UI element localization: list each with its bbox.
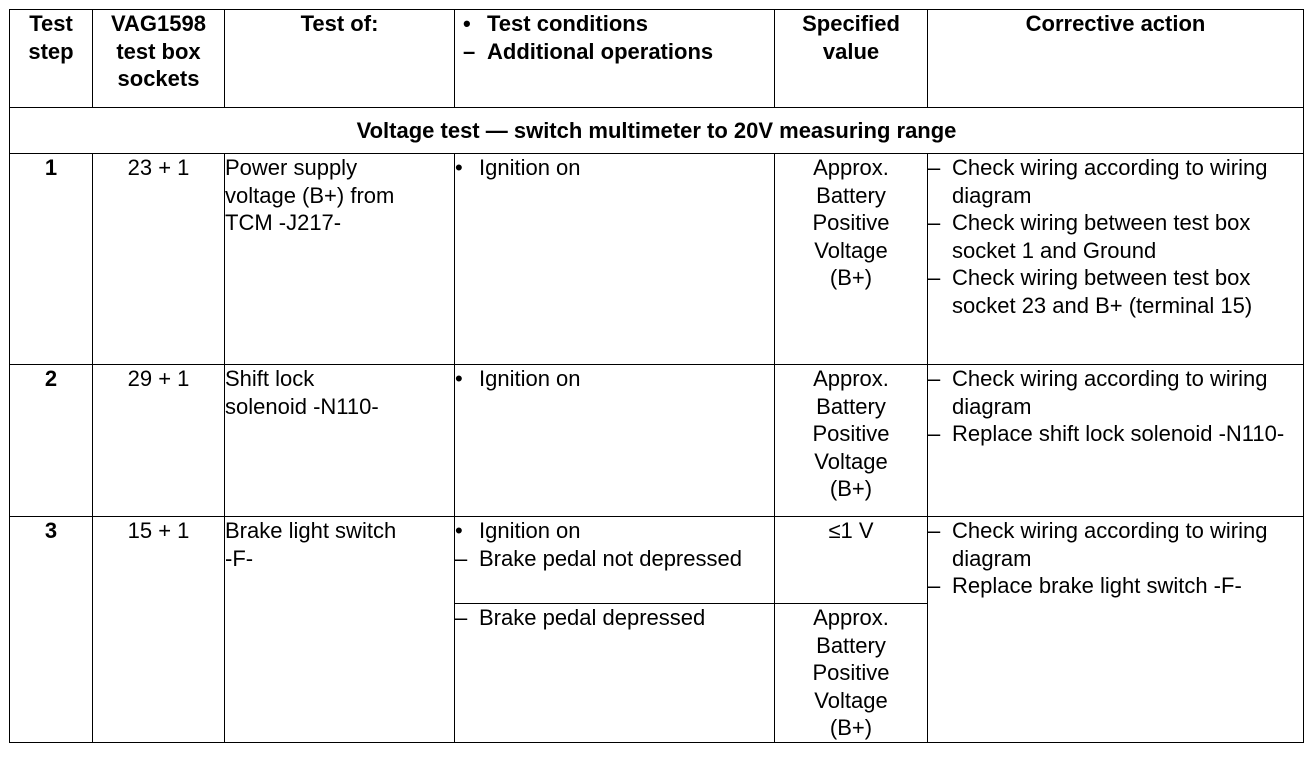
corrective-action: – Check wiring according to wiring diagram – Check wiring between test box socket 1 and Ground – Check wiring between test box socket 23 and B+ (terminal 15) xyxy=(928,154,1304,365)
specified-value: ≤1 V xyxy=(775,517,928,604)
test-conditions: • Ignition on – Brake pedal not depressed xyxy=(455,517,775,604)
test-sockets: 15 + 1 xyxy=(93,517,225,743)
test-conditions: • Ignition on xyxy=(455,154,775,365)
specified-value: Approx. Battery Positive Voltage (B+) xyxy=(775,154,928,365)
corrective-action: – Check wiring according to wiring diagram – Replace brake light switch -F- xyxy=(928,517,1304,743)
header-corrective-action: Corrective action xyxy=(928,10,1304,108)
table-row xyxy=(10,154,1304,365)
test-sockets: 23 + 1 xyxy=(93,154,225,365)
section-title: Voltage test — switch multimeter to 20V measuring range xyxy=(10,108,1304,154)
test-step: 1 xyxy=(10,154,93,365)
test-step: 3 xyxy=(10,517,93,743)
test-of: Shift lock solenoid -N110- xyxy=(225,365,455,517)
corrective-action: – Check wiring according to wiring diagram – Replace shift lock solenoid -N110- xyxy=(928,365,1304,517)
test-table xyxy=(9,9,1304,743)
table-row xyxy=(10,517,1304,604)
test-step: 2 xyxy=(10,365,93,517)
test-conditions: • Ignition on xyxy=(455,365,775,517)
section-row xyxy=(10,108,1304,154)
specified-value: Approx. Battery Positive Voltage (B+) xyxy=(775,604,928,743)
test-of: Power supply voltage (B+) from TCM -J217- xyxy=(225,154,455,365)
header-row xyxy=(10,10,1304,108)
header-specified-value: Specified value xyxy=(775,10,928,108)
header-test-of: Test of: xyxy=(225,10,455,108)
header-test-step: Test step xyxy=(10,10,93,108)
test-conditions: – Brake pedal depressed xyxy=(455,604,775,743)
test-of: Brake light switch -F- xyxy=(225,517,455,743)
test-sockets: 29 + 1 xyxy=(93,365,225,517)
header-conditions: • Test conditions – Additional operations xyxy=(455,10,775,108)
header-sockets: VAG1598 test box sockets xyxy=(93,10,225,108)
table-row xyxy=(10,365,1304,517)
specified-value: Approx. Battery Positive Voltage (B+) xyxy=(775,365,928,517)
